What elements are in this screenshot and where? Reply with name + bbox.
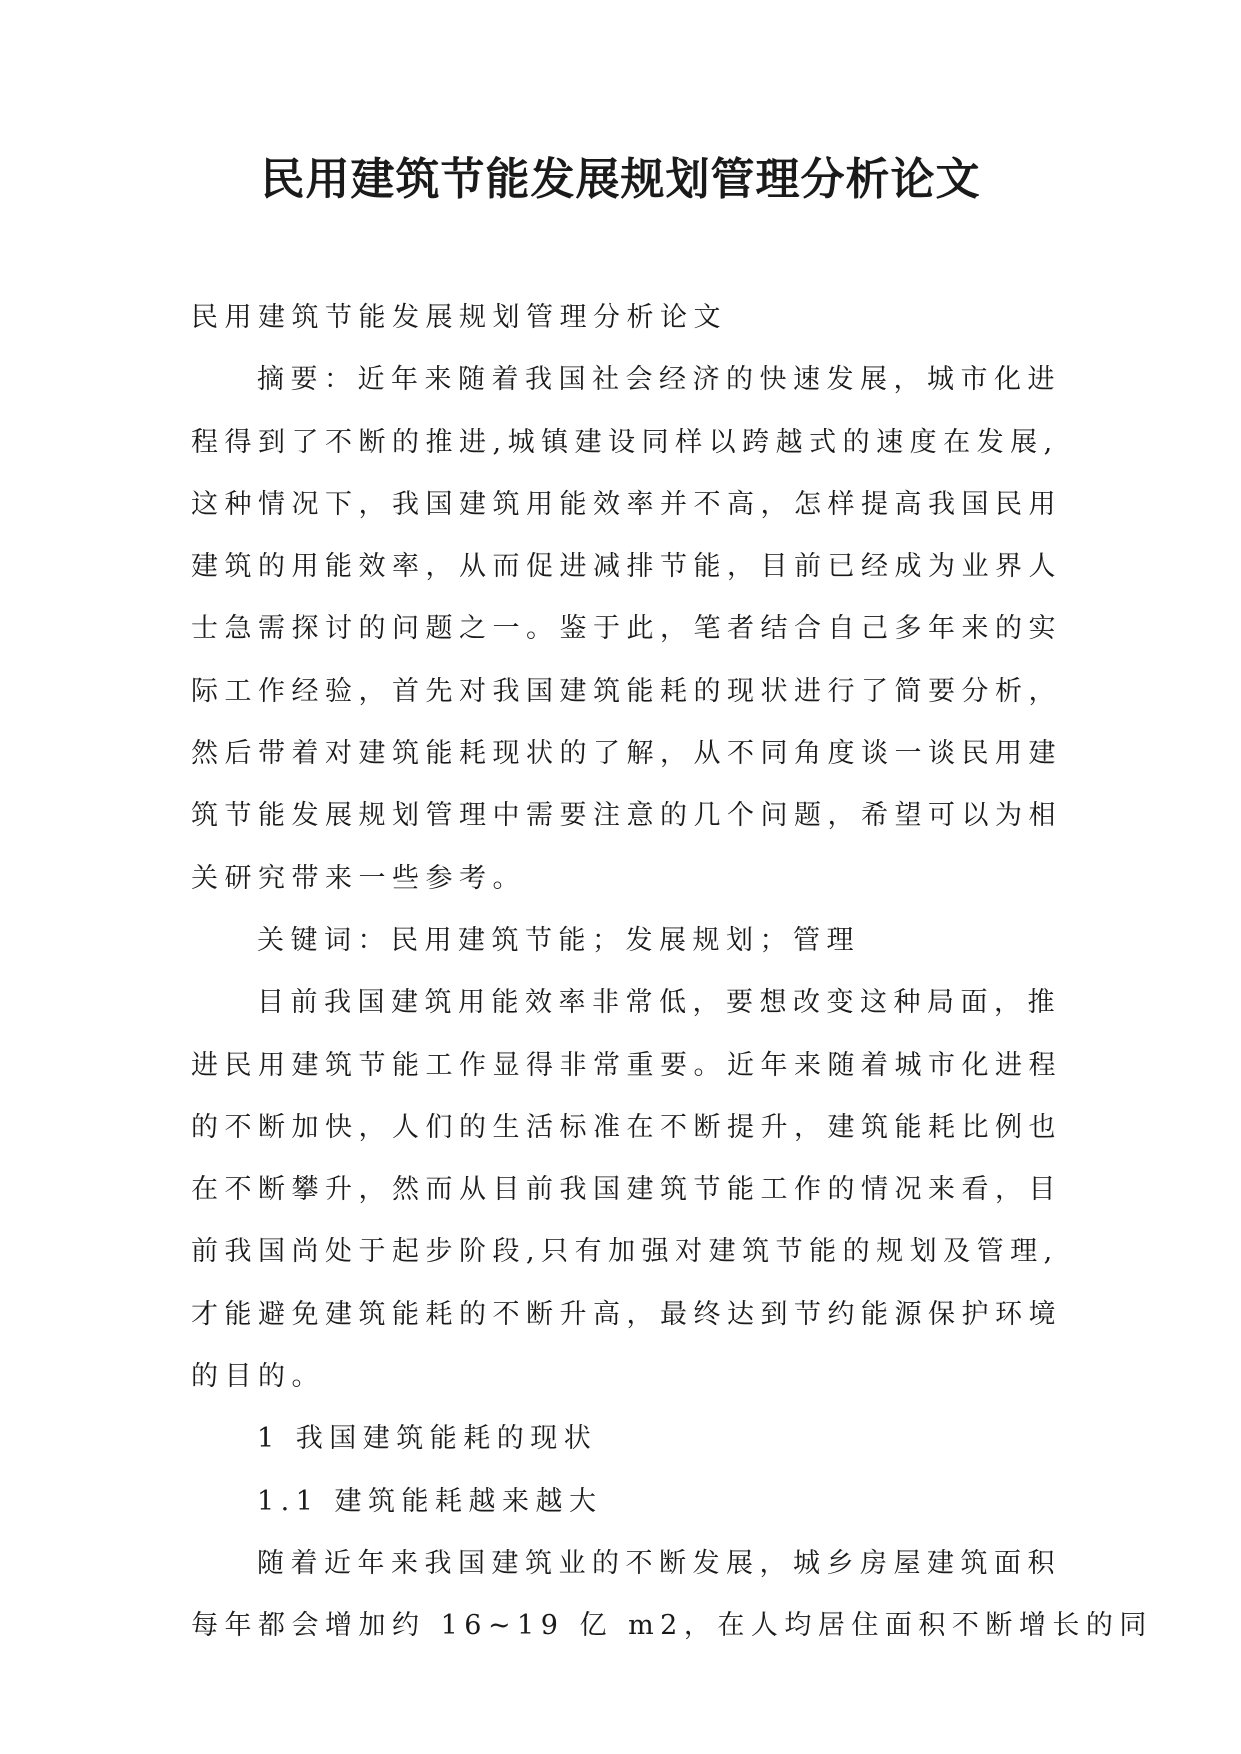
abstract-line-3: 这种情况下，我国建筑用能效率并不高，怎样提高我国民用 [191,488,1062,520]
intro-line-3: 的不断加快，人们的生活标准在不断提升，建筑能耗比例也 [191,1111,1062,1143]
intro-line-4: 在不断攀升，然而从目前我国建筑节能工作的情况来看，目 [191,1174,1062,1206]
subtitle-line: 民用建筑节能发展规划管理分析论文 [191,302,727,333]
intro-line-2: 进民用建筑节能工作显得非常重要。近年来随着城市化进程 [191,1049,1062,1081]
abstract-line-8: 筑节能发展规划管理中需要注意的几个问题，希望可以为相 [191,800,1062,832]
abstract-line-9: 关研究带来一些参考。 [191,862,526,894]
keywords-line: 关键词：民用建筑节能；发展规划；管理 [257,924,860,956]
abstract-line-5: 士急需探讨的问题之一。鉴于此，笔者结合自己多年来的实 [191,613,1062,645]
abstract-line-6: 际工作经验，首先对我国建筑能耗的现状进行了简要分析， [191,675,1062,707]
abstract-line-7: 然后带着对建筑能耗现状的了解，从不同角度谈一谈民用建 [191,738,1062,770]
subsection-heading-1-1: 1.1 建筑能耗越来越大 [257,1485,603,1517]
abstract-line-4: 建筑的用能效率，从而促进减排节能，目前已经成为业界人 [191,551,1062,583]
intro-line-6: 才能避免建筑能耗的不断升高，最终达到节约能源保护环境 [191,1298,1062,1330]
section-text-line-1: 随着近年来我国建筑业的不断发展，城乡房屋建筑面积 [257,1547,1061,1579]
abstract-line-1: 摘要：近年来随着我国社会经济的快速发展，城市化进 [257,364,1061,396]
intro-line-5: 前我国尚处于起步阶段,只有加强对建筑节能的规划及管理, [191,1236,1059,1268]
document-title: 民用建筑节能发展规划管理分析论文 [260,154,981,205]
abstract-line-2: 程得到了不断的推进,城镇建设同样以跨越式的速度在发展, [191,426,1059,458]
document-body [191,287,1153,1658]
section-text-line-2: 每年都会增加约 16~19 亿 m2，在人均居住面积不断增长的同 [191,1610,1153,1642]
section-heading-1: 1 我国建筑能耗的现状 [257,1423,598,1455]
intro-line-1: 目前我国建筑用能效率非常低，要想改变这种局面，推 [257,987,1061,1019]
intro-line-7: 的目的。 [191,1361,325,1393]
